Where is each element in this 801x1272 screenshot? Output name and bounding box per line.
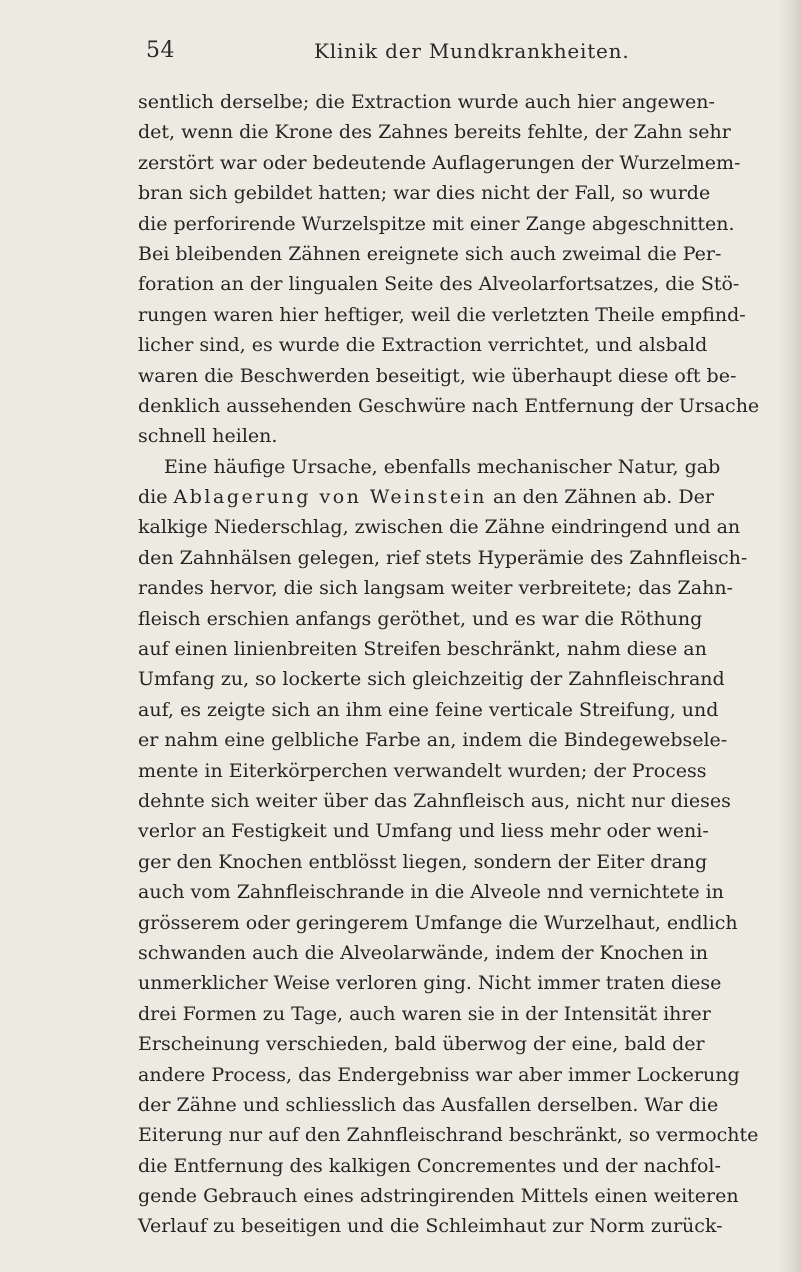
text-line: zerstört war oder bedeutende Auflagerungen der Wurzelmem- xyxy=(138,151,741,174)
text-line-emphasis xyxy=(138,482,714,512)
text-line: andere Process, das Endergebniss war aber immer Lockerung xyxy=(138,1063,740,1086)
text-line: fleisch erschien anfangs geröthet, und es war die Röthung xyxy=(138,607,703,630)
text-line: den Zahnhälsen gelegen, rief stets Hyperämie des Zahnfleisch- xyxy=(138,546,748,569)
text-line: dehnte sich weiter über das Zahnfleisch aus, nicht nur dieses xyxy=(138,789,731,812)
text-line: grösserem oder geringerem Umfange die Wurzelhaut, endlich xyxy=(138,911,738,934)
body-text xyxy=(138,87,760,1242)
text-line: der Zähne und schliesslich das Ausfallen derselben. War die xyxy=(138,1093,719,1116)
text-line: die Entfernung des kalkigen Concrementes und der nachfol- xyxy=(138,1154,721,1177)
text-line: randes hervor, die sich langsam weiter verbreitete; das Zahn- xyxy=(138,577,733,600)
page-gutter-shadow xyxy=(777,0,801,1272)
text-line: auch vom Zahnfleischrande in die Alveole nnd vernichtete in xyxy=(138,881,724,904)
text-line: gende Gebrauch eines adstringirenden Mittels einen weiteren xyxy=(138,1185,739,1208)
text-line: er nahm eine gelbliche Farbe an, indem die Bindegewebsele- xyxy=(138,729,728,752)
text-line: Verlauf zu beseitigen und die Schleimhaut zur Norm zurück- xyxy=(138,1215,723,1238)
line-text-before: die xyxy=(138,486,174,509)
text-line: licher sind, es wurde die Extraction verrichtet, und alsbald xyxy=(138,334,708,357)
text-line: schwanden auch die Alveolarwände, indem der Knochen in xyxy=(138,941,709,964)
text-line: drei Formen zu Tage, auch waren sie in der Intensität ihrer xyxy=(138,1002,711,1025)
text-line: ger den Knochen entblösst liegen, sondern der Eiter drang xyxy=(138,850,708,873)
paragraph-end-line: schnell heilen. xyxy=(138,425,278,448)
text-line: auf einen linienbreiten Streifen beschränkt, nahm diese an xyxy=(138,638,707,661)
text-line: kalkige Niederschlag, zwischen die Zähne eindringend und an xyxy=(138,516,741,539)
text-line: Umfang zu, so lockerte sich gleichzeitig der Zahnfleischrand xyxy=(138,668,725,691)
text-line: die perforirende Wurzelspitze mit einer Zange abgeschnitten. xyxy=(138,212,735,235)
text-line: verlor an Festigkeit und Umfang und liess mehr oder weni- xyxy=(138,820,709,843)
text-line: mente in Eiterkörperchen verwandelt wurden; der Process xyxy=(138,759,707,782)
text-line: Erscheinung verschieden, bald überwog der eine, bald der xyxy=(138,1033,705,1056)
line-text-after: an den Zähnen ab. Der xyxy=(486,486,714,509)
running-title: Klinik der Mundkrankheiten. xyxy=(314,39,630,63)
text-line: bran sich gebildet hatten; war dies nicht der Fall, so wurde xyxy=(138,182,711,205)
text-line: foration an der lingualen Seite des Alveolarfortsatzes, die Stö- xyxy=(138,273,740,296)
page-number: 54 xyxy=(146,38,175,63)
spaced-emphasis: Ablagerung von Weinstein xyxy=(173,486,487,509)
text-line: denklich aussehenden Geschwüre nach Entfernung der Ursache xyxy=(138,394,760,417)
text-line: Bei bleibenden Zähnen ereignete sich auch zweimal die Per- xyxy=(138,242,722,265)
running-header xyxy=(146,38,666,70)
text-line: det, wenn die Krone des Zahnes bereits fehlte, der Zahn sehr xyxy=(138,121,731,144)
text-line: waren die Beschwerden beseitigt, wie überhaupt diese oft be- xyxy=(138,364,737,387)
text-line: Eiterung nur auf den Zahnfleischrand beschränkt, so vermochte xyxy=(138,1124,759,1147)
text-line: auf, es zeigte sich an ihm eine feine verticale Streifung, und xyxy=(138,698,719,721)
text-line: sentlich derselbe; die Extraction wurde auch hier angewen- xyxy=(138,91,715,113)
text-line: rungen waren hier heftiger, weil die verletzten Theile empfind- xyxy=(138,303,746,326)
text-line: unmerklicher Weise verloren ging. Nicht immer traten diese xyxy=(138,972,722,995)
paragraph-start-line: Eine häufige Ursache, ebenfalls mechanischer Natur, gab xyxy=(164,455,721,478)
